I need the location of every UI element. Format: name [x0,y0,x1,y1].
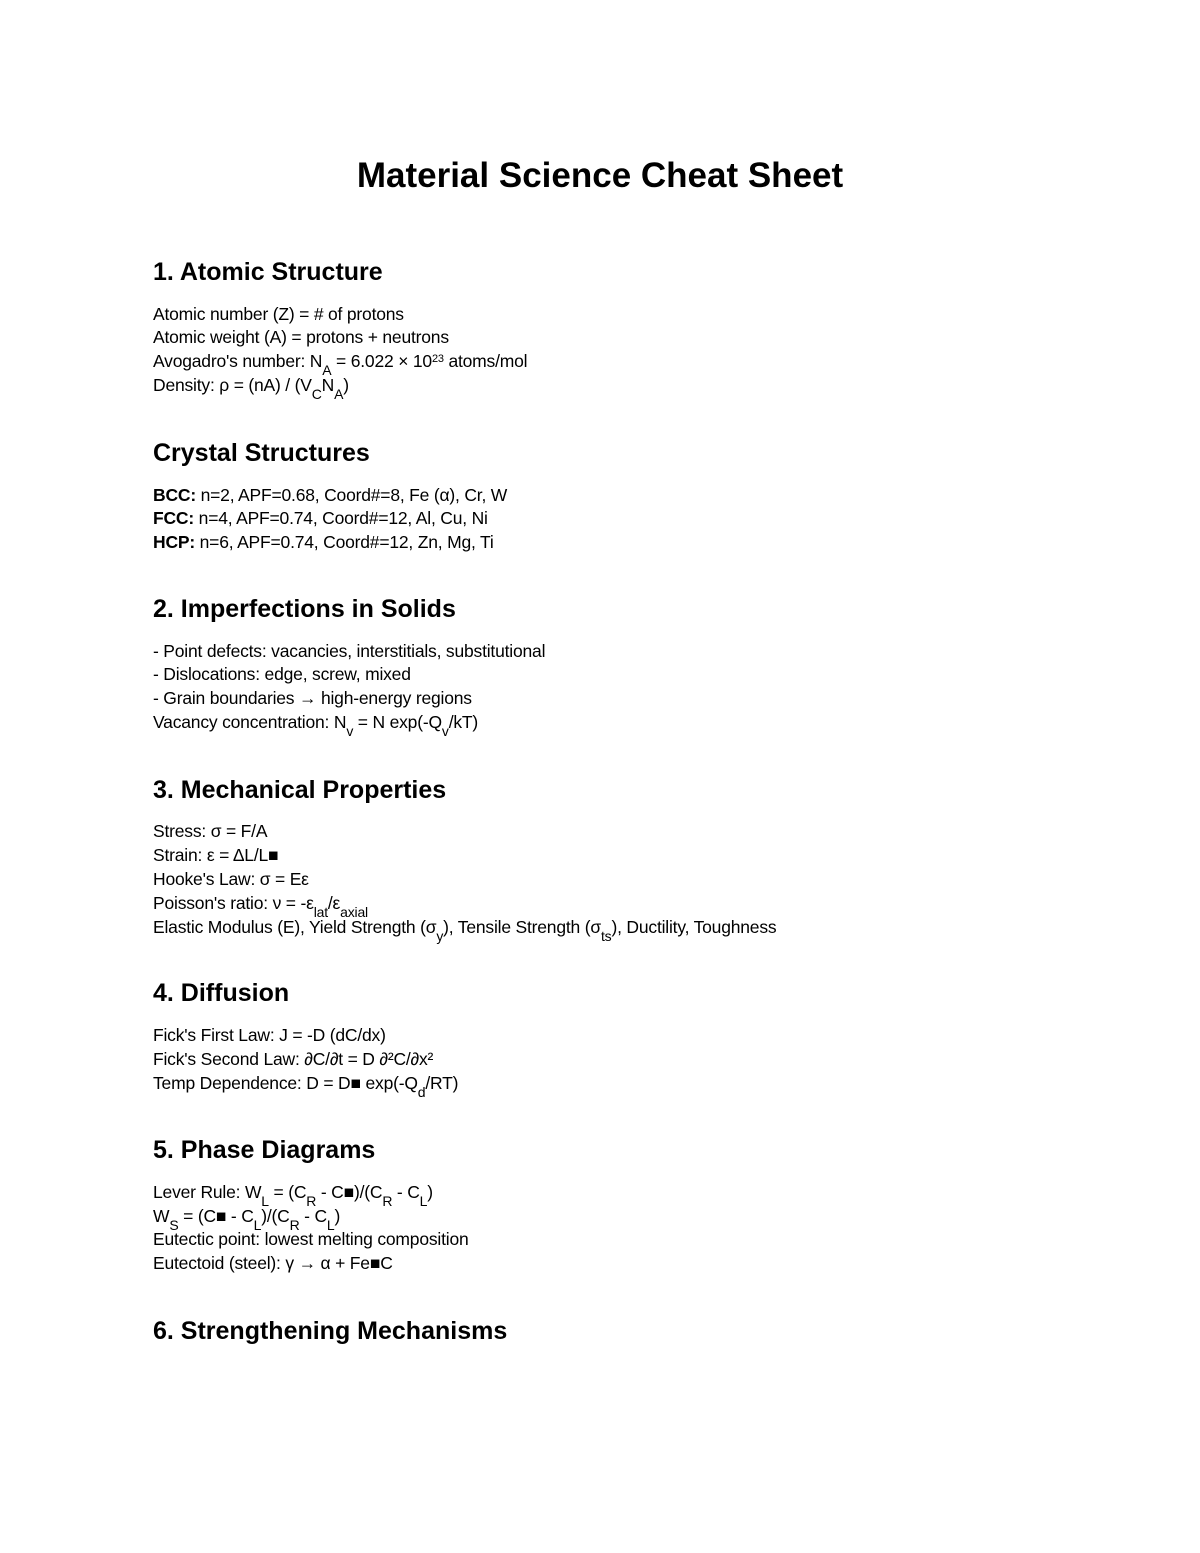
text-line [153,327,449,348]
text-line [153,1049,433,1070]
text-segment: - C [392,1182,420,1202]
text-segment: ) [343,375,349,395]
text-segment: Elastic Modulus (E), Yield Strength (σ [153,917,437,937]
section-heading: 3. Mechanical Properties [153,776,447,804]
subscript: A [322,362,332,378]
text-segment: atoms/mol [443,351,528,371]
text-line [153,1073,459,1100]
subscript: y [436,928,444,944]
text-line [153,917,777,944]
text-segment: Strain: ε = ΔL/L■ [153,845,279,865]
text-line [153,532,494,553]
text-segment: )/(C [261,1206,290,1226]
text-line [153,893,368,920]
text-line [153,485,507,506]
text-line [153,688,472,709]
text-segment: Density: ρ = (nA) / (V [153,375,312,395]
subscript: lat [313,904,328,920]
text-line [153,1229,469,1250]
text-segment: Fick's Second Law: ∂C/∂t = D ∂²C/∂x² [153,1049,434,1069]
text-line [153,1253,393,1274]
text-segment: /kT) [448,712,479,732]
text-segment: = 6.022 × 10 [331,351,432,371]
text-line [153,712,479,739]
text-segment: Vacancy concentration: N [153,712,347,732]
page-title: Material Science Cheat Sheet [356,156,844,195]
text-segment: ) [334,1206,341,1226]
subscript: L [326,1217,335,1233]
text-segment: - Dislocations: edge, screw, mixed [153,664,411,684]
text-line [153,641,545,662]
text-line [153,508,488,529]
text-segment: - C [299,1206,327,1226]
text-segment: n=6, APF=0.74, Coord#=12, Zn, Mg, Ti [194,532,494,552]
text-line [153,1182,433,1209]
section-heading: 2. Imperfections in Solids [153,595,456,623]
subscript: S [169,1217,179,1233]
text-segment: - Grain boundaries → high-energy regions [153,688,472,708]
subscript: R [306,1193,317,1209]
text-segment: = (C [268,1182,307,1202]
subscript: R [289,1217,300,1233]
subscript: L [261,1193,269,1209]
subscript: ts [600,928,612,944]
text-segment: Temp Dependence: D = D■ exp(-Q [153,1073,418,1093]
text-segment: Lever Rule: W [153,1182,262,1202]
text-segment: ), Ductility, Toughness [611,917,777,937]
section-heading: 6. Strengthening Mechanisms [153,1317,508,1345]
text-segment: n=2, APF=0.68, Coord#=8, Fe (α), Cr, W [195,485,508,505]
text-segment: W [153,1206,170,1226]
text-line [153,1025,386,1046]
subscript: A [334,386,344,402]
subscript: v [346,723,354,739]
subscript: L [419,1193,428,1209]
text-segment: = (C■ - C [178,1206,254,1226]
text-line [153,821,267,842]
text-line [153,351,528,378]
section-heading: 1. Atomic Structure [153,258,383,286]
text-segment: /ε [327,893,341,913]
subscript: C [311,386,322,402]
text-segment: Hooke's Law: σ = Eε [153,869,309,889]
text-segment: ) [427,1182,433,1202]
text-line [153,375,349,402]
text-segment: Eutectic point: lowest melting composition [153,1229,469,1249]
subscript: R [382,1193,393,1209]
bold-label: HCP: [153,532,195,552]
text-segment: Atomic number (Z) = # of protons [153,304,404,324]
text-segment: Fick's First Law: J = -D (dC/dx) [153,1025,386,1045]
text-segment: /RT) [425,1073,459,1093]
text-segment: Avogadro's number: N [153,351,323,371]
bold-label: BCC: [153,485,196,505]
text-line [153,304,404,325]
text-segment: ), Tensile Strength (σ [443,917,601,937]
text-line [153,1206,341,1233]
subscript: axial [340,904,368,920]
subscript: v [441,723,449,739]
text-segment: - C■)/(C [316,1182,383,1202]
section-heading: 5. Phase Diagrams [153,1136,376,1164]
text-segment: = N exp(-Q [353,712,442,732]
text-line [153,869,309,890]
superscript: 23 [431,353,444,365]
subscript: L [253,1217,262,1233]
text-segment: Poisson's ratio: ν = -ε [153,893,314,913]
text-segment: - Point defects: vacancies, interstitials, substitutional [153,641,546,661]
text-line [153,845,278,866]
text-segment: N [321,375,335,395]
section-heading: Crystal Structures [153,439,370,467]
section-heading: 4. Diffusion [153,979,290,1007]
text-segment: n=4, APF=0.74, Coord#=12, Al, Cu, Ni [194,508,488,528]
bold-label: FCC: [153,508,194,528]
text-segment: Stress: σ = F/A [153,821,268,841]
subscript: d [417,1084,426,1100]
text-line [153,664,411,685]
text-segment: Atomic weight (A) = protons + neutrons [153,327,449,347]
text-segment: Eutectoid (steel): γ → α + Fe■C [153,1253,393,1273]
